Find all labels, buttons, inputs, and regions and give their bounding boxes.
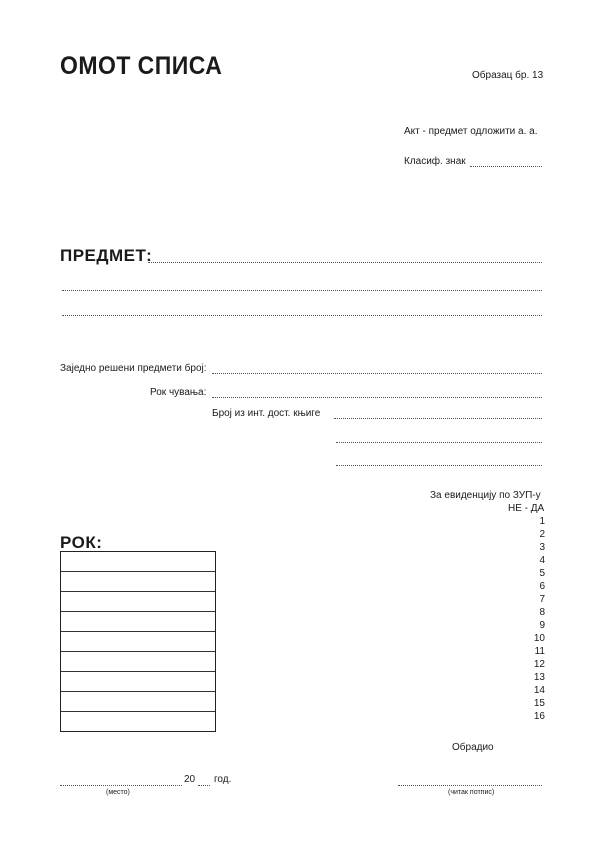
zup-number: 12 [533, 659, 545, 670]
retention-label: Рок чувања: [150, 387, 207, 398]
zup-number: 8 [539, 607, 545, 618]
subject-heading: ПРЕДМЕТ: [60, 246, 153, 265]
deadline-row-line [61, 711, 215, 712]
zup-no-yes: НЕ - ДА [508, 503, 545, 514]
zup-number: 10 [533, 633, 545, 644]
classification-field[interactable] [470, 166, 542, 167]
document-title: ОМОТ СПИСА [60, 52, 223, 80]
zup-number: 11 [534, 646, 545, 657]
deadline-row-line [61, 671, 215, 672]
deadline-row-line [61, 631, 215, 632]
deadline-row-line [61, 591, 215, 592]
zup-number: 5 [539, 568, 545, 579]
zup-number: 7 [539, 594, 545, 605]
resolved-together-field[interactable] [212, 373, 542, 374]
deadline-heading: РОК: [60, 533, 103, 552]
zup-number: 13 [533, 672, 545, 683]
zup-number: 16 [533, 711, 545, 722]
signature-caption: (читак потпис) [448, 789, 495, 796]
zup-number: 3 [539, 542, 545, 553]
year-prefix: 20 [184, 774, 196, 785]
subject-line-1[interactable] [148, 262, 542, 263]
zup-number: 4 [539, 555, 545, 566]
zup-number: 1 [539, 516, 545, 527]
zup-number-list [480, 515, 545, 723]
zup-number: 9 [539, 620, 545, 631]
place-caption: (место) [106, 789, 130, 796]
zup-number: 15 [533, 698, 545, 709]
deadline-table[interactable] [60, 551, 216, 732]
signature-field[interactable] [398, 785, 542, 786]
book-number-field-3[interactable] [336, 465, 542, 466]
zup-number: 6 [539, 581, 545, 592]
subject-line-3[interactable] [62, 315, 542, 316]
book-number-field-2[interactable] [336, 442, 542, 443]
act-disposition-text: Акт - предмет одложити а. а. [404, 126, 538, 137]
book-number-label: Број из инт. дост. књиге [212, 408, 321, 419]
deadline-row-line [61, 571, 215, 572]
form-number: Образац бр. 13 [472, 70, 544, 81]
retention-field[interactable] [212, 397, 542, 398]
zup-record-label: За евиденцију по ЗУП-у [430, 490, 541, 501]
resolved-together-label: Заједно решени предмети број: [60, 363, 207, 374]
zup-number: 14 [533, 685, 545, 696]
deadline-row-line [61, 651, 215, 652]
book-number-field-1[interactable] [334, 418, 542, 419]
processed-by-label: Обрадио [452, 742, 494, 753]
deadline-row-line [61, 691, 215, 692]
year-field[interactable] [198, 785, 210, 786]
place-field[interactable] [60, 785, 182, 786]
deadline-row-line [61, 611, 215, 612]
classification-label: Класиф. знак [404, 156, 466, 167]
year-suffix: год. [214, 774, 232, 785]
zup-number: 2 [539, 529, 545, 540]
subject-line-2[interactable] [62, 290, 542, 291]
